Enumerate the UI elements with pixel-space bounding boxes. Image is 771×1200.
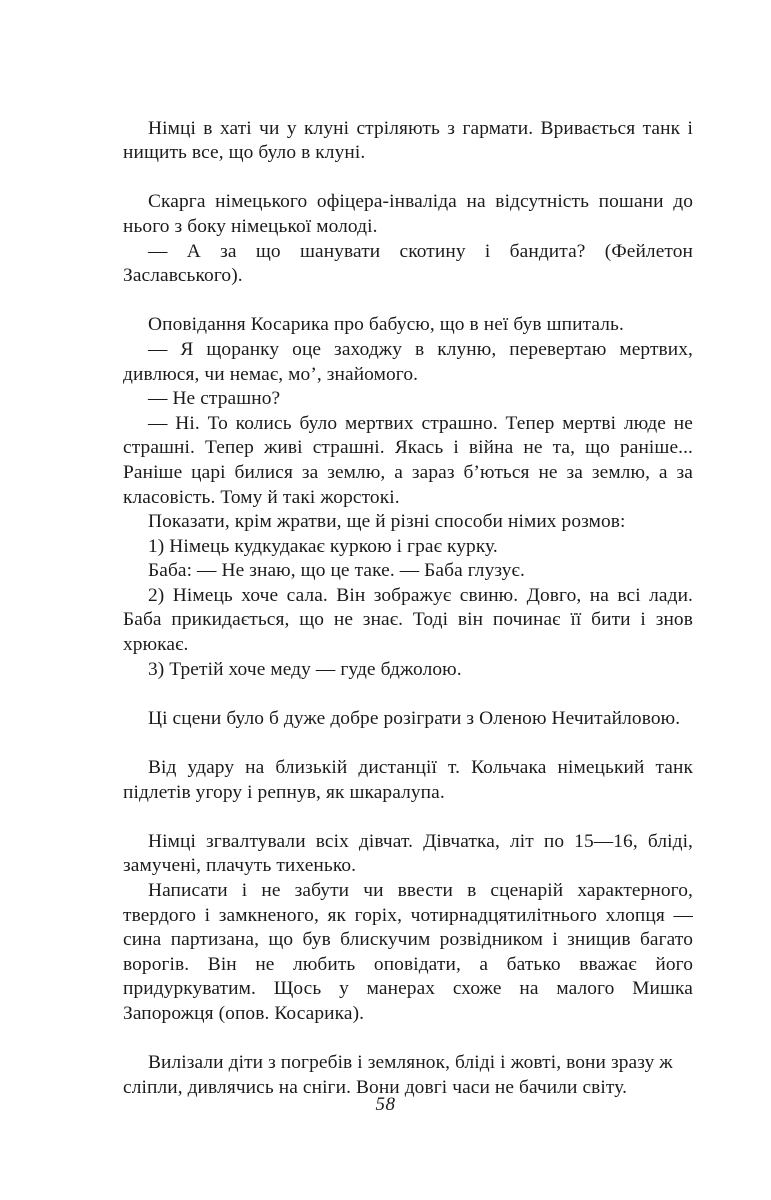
paragraph: Скарга німецького офіцера-інваліда на відсутність пошани до нього з боку німецької молоді.: [123, 191, 693, 237]
page-text-block: [123, 92, 693, 1100]
paragraph: Написати і не забути чи ввести в сценарій характерного, твердого і замкненого, як горіх, чотирнадцятилітнього хлопця — сина партизана, що був блискучим розвідником і знищив багато ворогів. Він не любить оповідати, а батько вважає його придуркуватим. Щось у манерах схоже на малого Мишка Запорожця (опов. Косарика).: [123, 880, 693, 1024]
paragraph: Вилізали діти з погребів і землянок, бліді і жовті, вони зразу ж сліпли, дивлячись на сніги. Вони довгі часи не бачили світу.: [123, 1052, 673, 1098]
page-number: 58: [375, 1094, 396, 1115]
paragraph: Показати, крім жратви, ще й різні способи німих розмов:: [148, 511, 626, 533]
paragraph: Баба: — Не знаю, що це таке. — Баба глузує.: [148, 560, 525, 582]
paragraph: Оповідання Косарика про бабусю, що в неї був шпиталь.: [148, 314, 624, 336]
paragraph: — Не страшно?: [148, 388, 281, 410]
paragraph: 1) Німець кудкудакає куркою і грає курку.: [148, 535, 498, 557]
paragraph: 3) Третій хоче меду — гуде бджолою.: [148, 658, 462, 680]
paragraph: Ці сцени було б дуже добре розіграти з Оленою Нечитайловою.: [148, 707, 681, 729]
paragraph: — Я щоранку оце заходжу в клуню, перевертаю мертвих, дивлюся, чи немає, мо’, знайомого.: [123, 338, 693, 385]
paragraph: Від удару на близькій дистанції т. Кольчака німецький танк підлетів угору і репнув, як шкаралупа.: [123, 757, 693, 803]
paragraph: — А за що шанувати скотину і бандита? (Фейлетон Заславського).: [123, 240, 693, 287]
paragraph: 2) Німець хоче сала. Він зображує свиню. Довго, на всі лади. Баба прикидається, що не знає. Тоді він починає її бити і знов хрюкає.: [123, 584, 693, 656]
paragraph: Німці в хаті чи у клуні стріляють з гармати. Вривається танк і нищить все, що було в клуні.: [123, 117, 693, 164]
paragraph: — Ні. То колись було мертвих страшно. Тепер мертві люде не страшні. Тепер живі страшні. Якась і війна не та, що раніше... Раніше царі билися за землю, а зараз б’ються не за землю, а за класовість. Тому й такі жорстокі.: [123, 412, 693, 508]
paragraph: Німці згвалтували всіх дівчат. Дівчатка, літ по 15—16, бліді, замучені, плачуть тихенько.: [123, 830, 693, 877]
